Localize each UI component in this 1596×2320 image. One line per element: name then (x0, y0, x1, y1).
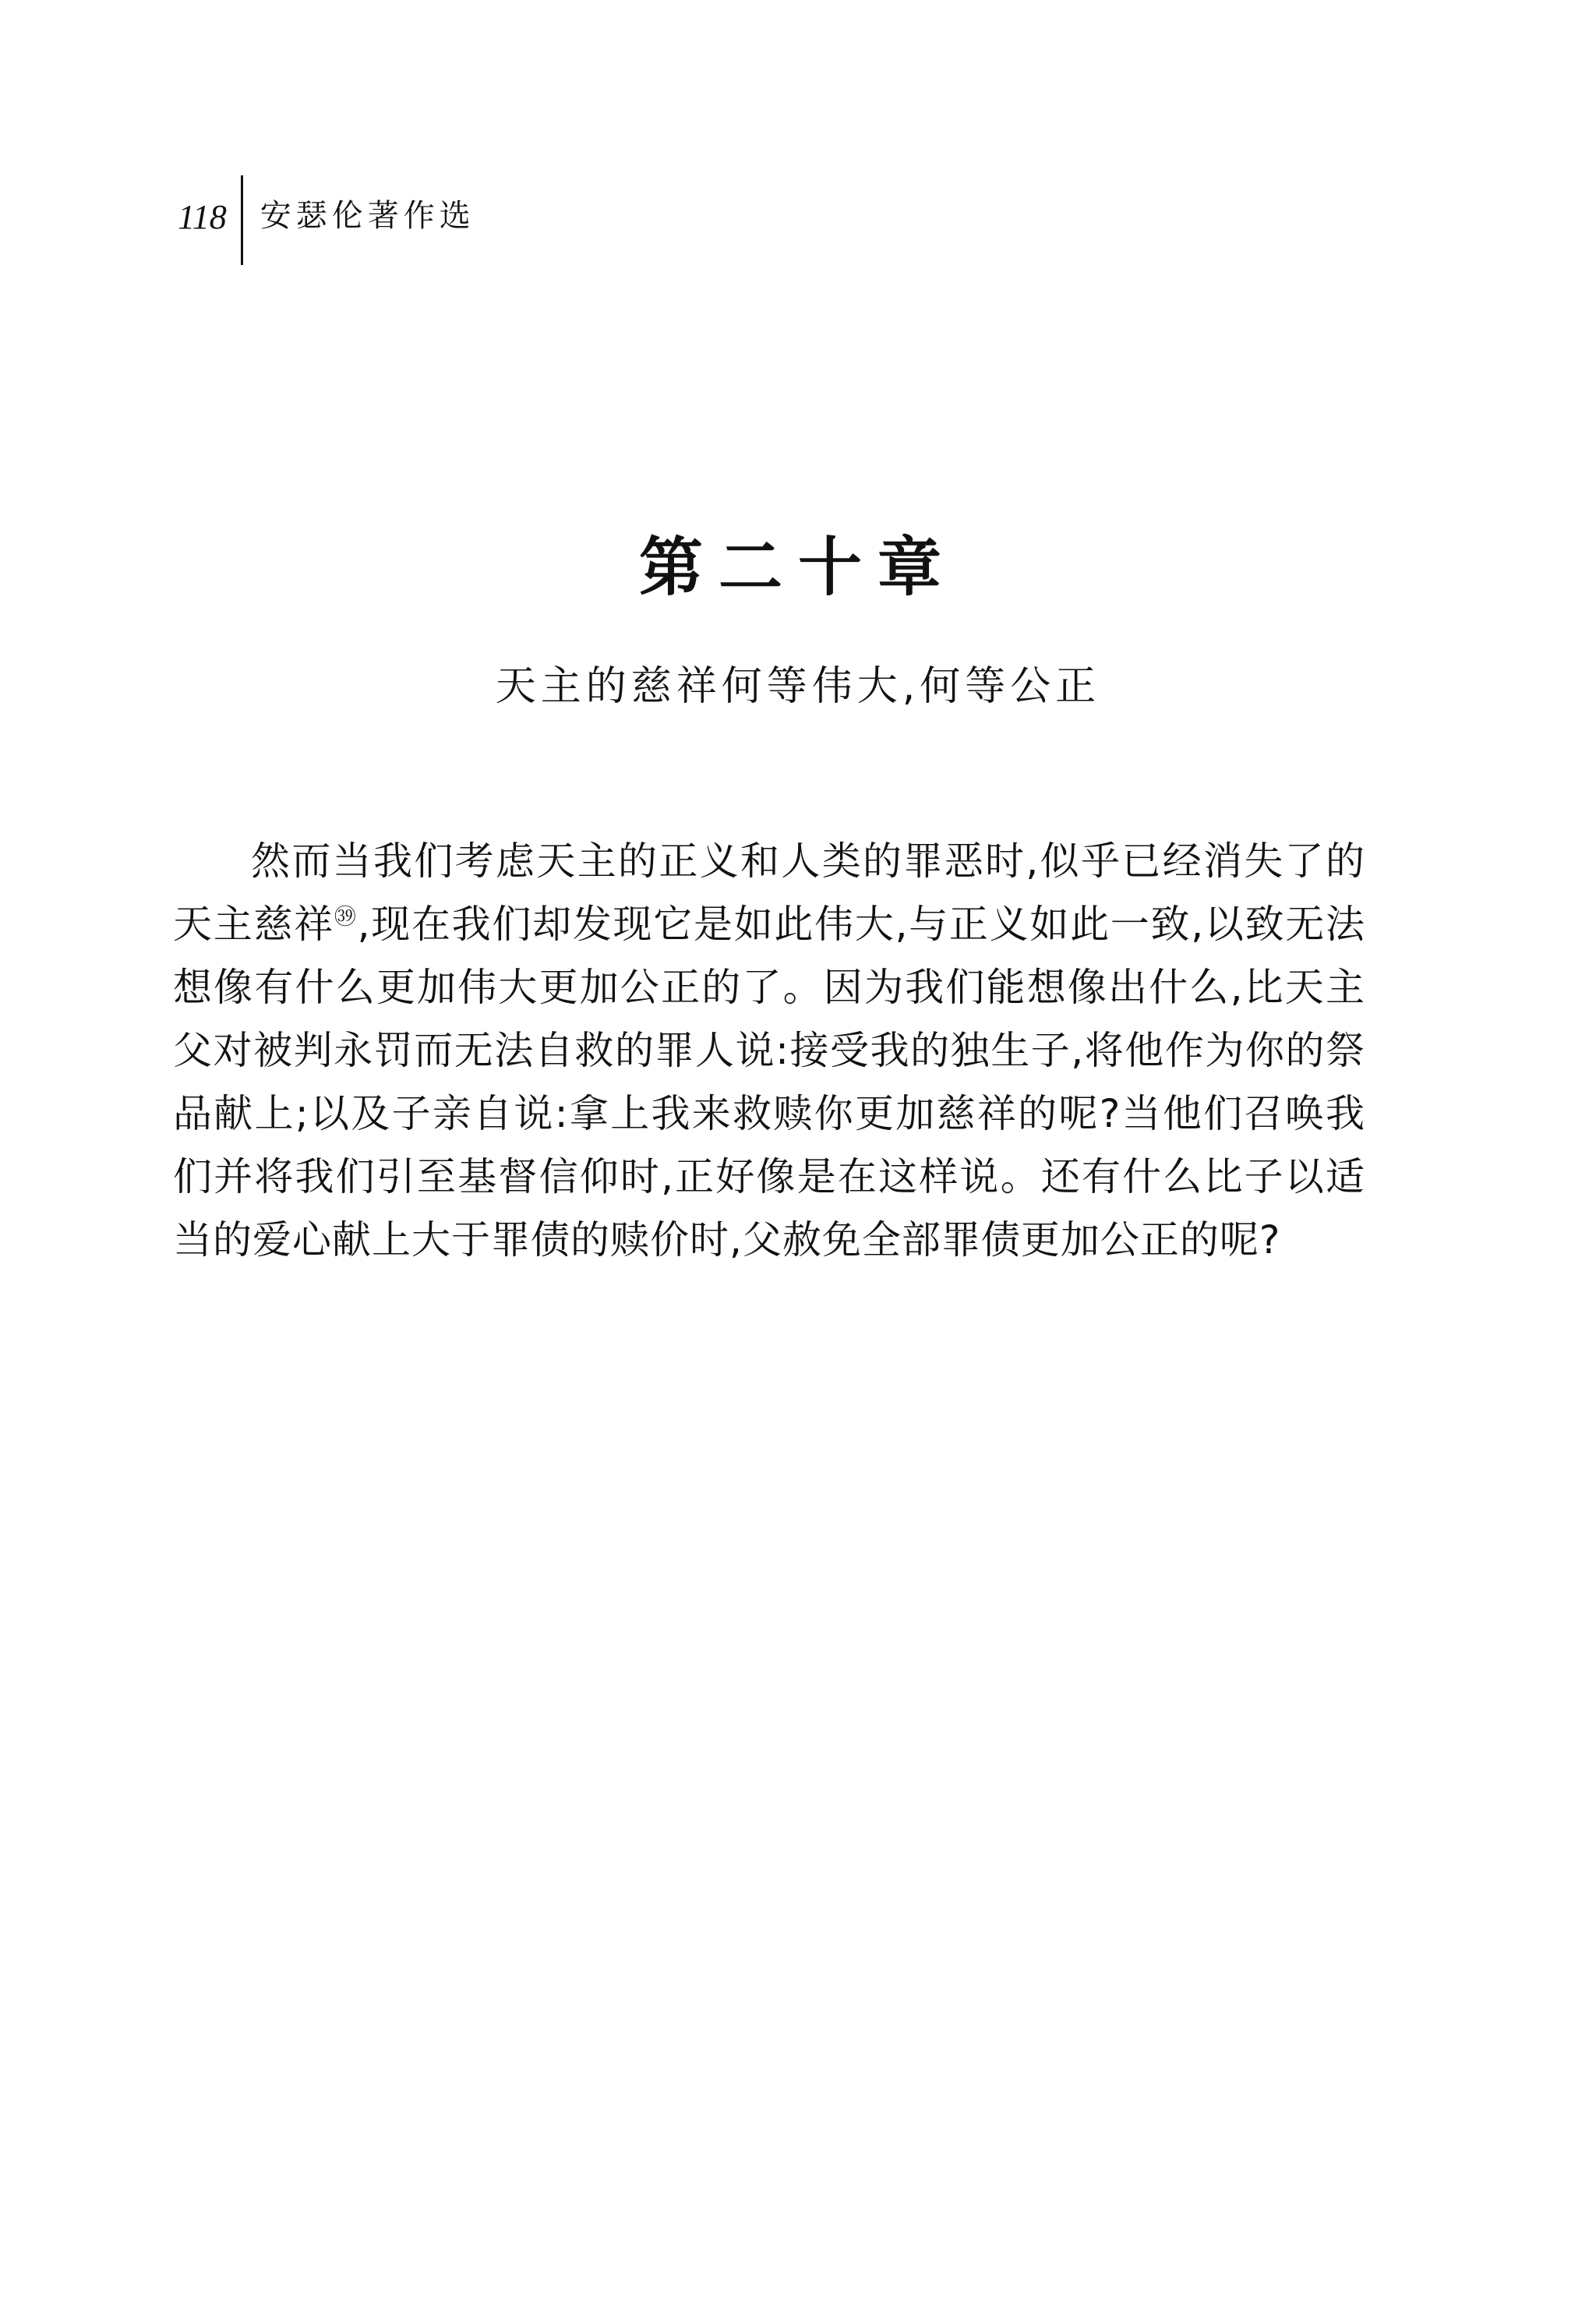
book-title: 安瑟伦著作选 (260, 198, 475, 234)
body-text-part-2: ,现在我们却发现它是如此伟大,与正义如此一致,以致无法想像有什么更加伟大更加公正的了。因为我们能想像出什么,比天主父对被判永罚而无法自救的罪人说:接受我的独生子,将他作为你的祭品献上;以及子亲自说:拿上我来救赎你更加慈祥的呢?当他们召唤我们并将我们引至基督信仰时,正好像是在这样说。还有什么比子以适当的爱心献上大于罪债的赎价时,父赦免全部罪债更加公正的呢? (173, 902, 1366, 1262)
body-paragraph (173, 830, 1365, 1272)
running-head (178, 175, 475, 265)
chapter-subtitle: 天主的慈祥何等伟大,何等公正 (495, 663, 1101, 710)
footnote-reference: ㊴ (334, 903, 358, 930)
page-number: 118 (178, 198, 227, 236)
chapter-title: 第二十章 (638, 531, 957, 605)
body-text-part-1: 然而当我们考虑天主的正义和人类的罪恶时,似乎已经消失了的天主慈祥 (173, 839, 1365, 947)
